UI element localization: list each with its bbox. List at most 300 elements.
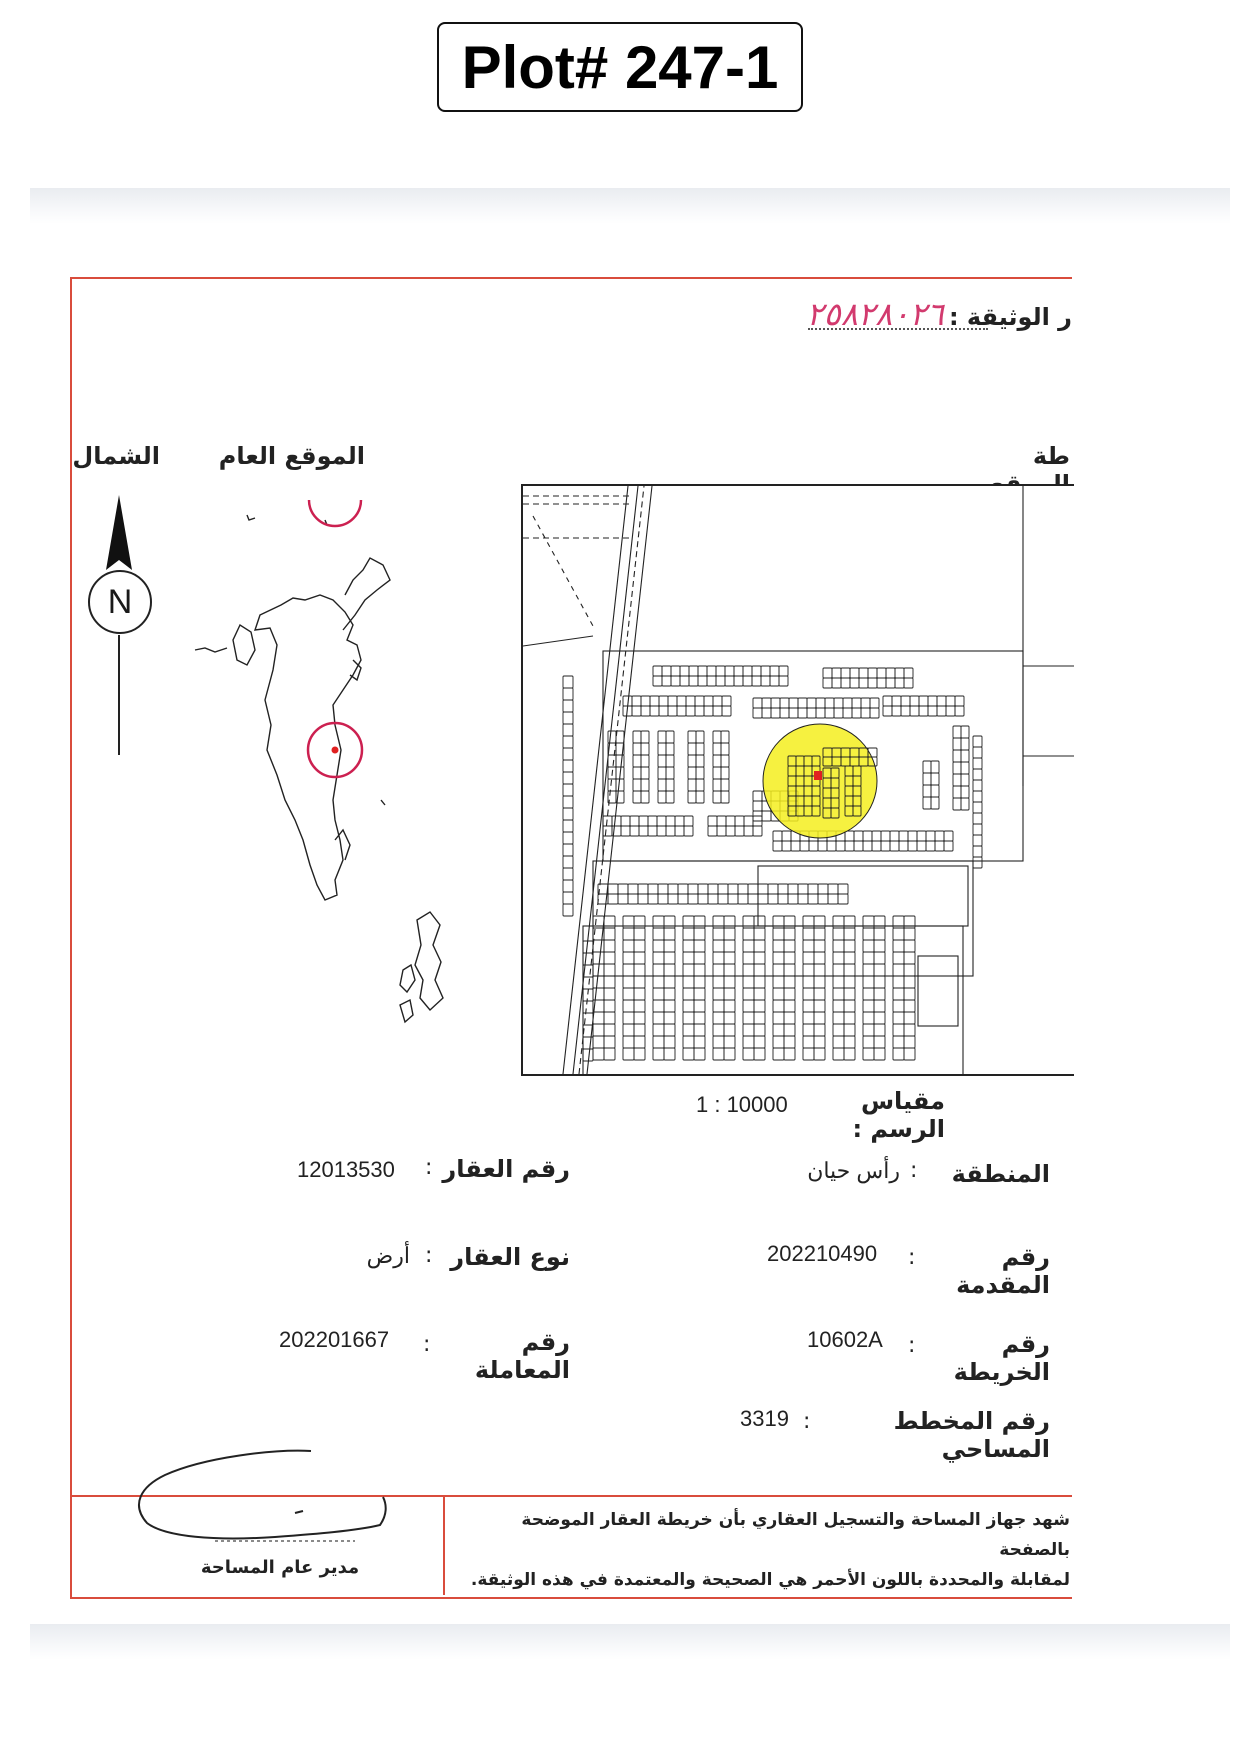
plot-lot (961, 786, 969, 798)
scale-value: 1 : 10000 (696, 1092, 788, 1117)
plot-lot (724, 1024, 735, 1036)
plot-lot (973, 780, 982, 791)
property-type-label: نوع العقار (450, 1243, 570, 1271)
plot-lot (761, 666, 770, 676)
plot-lot (845, 831, 854, 841)
plot-lot (593, 976, 604, 988)
plot-title: Plot# 247-1 (437, 22, 803, 112)
plot-lot (814, 988, 825, 1000)
plot-lot (743, 1036, 754, 1048)
plot-lot (784, 1012, 795, 1024)
plot-lot (814, 952, 825, 964)
plot-lot (852, 698, 861, 708)
plot-lot (773, 1036, 784, 1048)
plot-lot (779, 676, 788, 686)
plot-lot (653, 988, 664, 1000)
plot-lot (616, 779, 624, 791)
plot-lot (814, 1000, 825, 1012)
plot-lot (604, 1024, 615, 1036)
plot-lot (833, 988, 844, 1000)
plot-lot (814, 1024, 825, 1036)
plot-lot (807, 708, 816, 718)
plot-lot (713, 767, 721, 779)
plot-lot (893, 1024, 904, 1036)
plot-lot (563, 892, 573, 904)
plot-lot (683, 940, 694, 952)
plot-lot (724, 952, 735, 964)
plot-lot (708, 884, 718, 894)
plot-lot (743, 988, 754, 1000)
plot-lot (923, 785, 931, 797)
plot-lot (683, 964, 694, 976)
plot-lot (773, 964, 784, 976)
plot-lot (724, 928, 735, 940)
plot-lot (782, 841, 791, 851)
plot-lot (899, 841, 908, 851)
plot-lot (773, 1048, 784, 1060)
plot-lot (653, 676, 662, 686)
area-value: رأس حيان (807, 1158, 900, 1183)
plot-lot (870, 708, 879, 718)
plot-lot (892, 696, 901, 706)
plot-lot (664, 940, 675, 952)
map-no-value: 10602A (807, 1327, 883, 1352)
plot-lot (818, 894, 828, 904)
plot-lot (935, 831, 944, 841)
plot-lot (753, 791, 762, 801)
plot-lot (833, 976, 844, 988)
plot-lot (734, 666, 743, 676)
plot-lot (904, 1012, 915, 1024)
plot-lot (724, 988, 735, 1000)
plot-lot (721, 779, 729, 791)
plot-lot (946, 706, 955, 716)
plot-lot (833, 940, 844, 952)
plot-lot (754, 976, 765, 988)
plot-lot (634, 964, 645, 976)
plot-lot (844, 1024, 855, 1036)
application-no-label: رقم المقدمة (956, 1243, 1050, 1299)
plot-lot (744, 826, 753, 836)
certification-line-2: لمقابلة والمحددة باللون الأحمر هي الصحيحة والمعتمدة في هذه الوثيقة. (470, 1570, 1070, 1590)
plot-lot (770, 666, 779, 676)
plot-lot (630, 816, 639, 826)
plot-lot (668, 884, 678, 894)
plot-lot (798, 884, 808, 894)
plot-lot (563, 688, 573, 700)
plot-lot (883, 706, 892, 716)
plot-lot (639, 826, 648, 836)
plot-lot (716, 666, 725, 676)
plot-lot (771, 708, 780, 718)
plot-lot (688, 767, 696, 779)
plot-lot (784, 964, 795, 976)
plot-lot (850, 678, 859, 688)
plot-lot (852, 708, 861, 718)
plot-lot (563, 772, 573, 784)
plot-lot (623, 940, 634, 952)
plot-lot (784, 928, 795, 940)
plot-lot (743, 676, 752, 686)
plot-lot (638, 884, 648, 894)
plot-lot (803, 964, 814, 976)
plot-lot (688, 755, 696, 767)
plot-lot (773, 976, 784, 988)
plot-lot (904, 940, 915, 952)
plot-lot (784, 988, 795, 1000)
plot-lot (904, 1000, 915, 1012)
plot-lot (773, 841, 782, 851)
plot-lot (955, 696, 964, 706)
plot-lot (688, 779, 696, 791)
plot-lot (683, 1000, 694, 1012)
plot-lot (632, 696, 641, 706)
plot-lot (753, 801, 762, 811)
plot-lot (713, 779, 721, 791)
north-line (118, 635, 120, 755)
plot-lot (634, 1048, 645, 1060)
plot-lot (973, 835, 982, 846)
plot-lot (893, 1036, 904, 1048)
plot-lot (734, 676, 743, 686)
plot-lot (784, 940, 795, 952)
plot-lot (683, 1048, 694, 1060)
plot-lot (874, 1000, 885, 1012)
plot-lot (768, 884, 778, 894)
plot-lot (677, 706, 686, 716)
plot-lot (892, 706, 901, 716)
plot-lot (743, 928, 754, 940)
plot-lot (593, 1024, 604, 1036)
plot-lot (973, 791, 982, 802)
plot-lot (743, 964, 754, 976)
plot-lot (946, 696, 955, 706)
plot-lot (754, 928, 765, 940)
plot-lot (633, 791, 641, 803)
plot-lot (874, 1012, 885, 1024)
plot-lot (844, 952, 855, 964)
plot-lot (944, 841, 953, 851)
plot-lot (604, 1012, 615, 1024)
plot-lot (724, 1012, 735, 1024)
plot-lot (919, 706, 928, 716)
plot-lot (803, 1024, 814, 1036)
plot-lot (803, 1012, 814, 1024)
plot-lot (768, 894, 778, 904)
plot-lot (953, 726, 961, 738)
plot-lot (677, 696, 686, 706)
plot-lot (823, 668, 832, 678)
plot-lot (683, 1036, 694, 1048)
plot-lot (803, 1000, 814, 1012)
plot-lot (623, 928, 634, 940)
plot-lot (713, 791, 721, 803)
plot-lot (895, 668, 904, 678)
transaction-no-label: رقم المعاملة (474, 1328, 570, 1384)
plot-lot (838, 894, 848, 904)
property-no-value: 12013530 (297, 1157, 395, 1182)
plot-lot (675, 826, 684, 836)
plot-lot (843, 698, 852, 708)
plot-lot (854, 841, 863, 851)
plot-lot (890, 831, 899, 841)
plot-lot (688, 894, 698, 904)
plot-lot (798, 698, 807, 708)
plot-lot (623, 1036, 634, 1048)
plot-lot (694, 1000, 705, 1012)
plot-lot (658, 731, 666, 743)
plot-lot (872, 831, 881, 841)
plot-lot (604, 1048, 615, 1060)
plot-lot (863, 1048, 874, 1060)
plot-lot (650, 706, 659, 716)
plot-lot (648, 884, 658, 894)
plot-lot (825, 708, 834, 718)
plot-lot (816, 708, 825, 718)
plot-lot (904, 1048, 915, 1060)
plot-lot (694, 1048, 705, 1060)
plot-lot (641, 743, 649, 755)
plot-lot (634, 952, 645, 964)
plot-lot (721, 743, 729, 755)
application-no-colon: : (908, 1245, 916, 1270)
plot-lot (908, 841, 917, 851)
plot-lot (910, 706, 919, 716)
plot-lot (621, 826, 630, 836)
plot-lot (658, 884, 668, 894)
plot-lot (814, 940, 825, 952)
plot-lot (854, 831, 863, 841)
signature-mark (125, 1445, 405, 1554)
plot-lot (623, 1012, 634, 1024)
plot-lot (612, 816, 621, 826)
plot-lot (782, 831, 791, 841)
plot-lot (633, 743, 641, 755)
plot-lot (713, 1048, 724, 1060)
plot-lot (628, 884, 638, 894)
plot-lot (803, 976, 814, 988)
plot-lot (874, 1024, 885, 1036)
plot-lot (773, 940, 784, 952)
plot-lot (728, 884, 738, 894)
plot-lot (604, 964, 615, 976)
plot-lot (583, 1049, 593, 1061)
plot-lot (707, 676, 716, 686)
plot-lot (641, 696, 650, 706)
plot-lot (648, 894, 658, 904)
plot-lot (832, 668, 841, 678)
plot-lot (844, 1048, 855, 1060)
plot-lot (664, 928, 675, 940)
plot-lot (754, 964, 765, 976)
plot-lot (784, 1036, 795, 1048)
plot-lot (926, 841, 935, 851)
plot-lot (658, 755, 666, 767)
plot-lot (725, 676, 734, 686)
plot-lot (901, 696, 910, 706)
plot-lot (814, 928, 825, 940)
plot-lot (845, 841, 854, 851)
plot-lot (713, 731, 721, 743)
plot-lot (563, 820, 573, 832)
plot-lot (844, 1012, 855, 1024)
certification-line-1: شهد جهاز المساحة والتسجيل العقاري بأن خريطة العقار الموضحة بالصفحة (521, 1510, 1070, 1560)
plot-lot (694, 988, 705, 1000)
plot-lot (877, 678, 886, 688)
plot-lot (961, 750, 969, 762)
plot-lot (844, 988, 855, 1000)
plot-lot (634, 1000, 645, 1012)
plot-lot (632, 706, 641, 716)
plot-lot (658, 743, 666, 755)
plot-lot (608, 731, 616, 743)
plot-lot (683, 988, 694, 1000)
plot-lot (809, 841, 818, 851)
plot-lot (666, 791, 674, 803)
plot-lot (563, 700, 573, 712)
plot-lot (721, 767, 729, 779)
plot-lot (696, 755, 704, 767)
plot-lot (713, 952, 724, 964)
plot-lot (683, 976, 694, 988)
plot-lot (833, 1000, 844, 1012)
plot-lot (754, 1000, 765, 1012)
plot-lot (666, 731, 674, 743)
plot-lot (695, 706, 704, 716)
plot-lot (633, 767, 641, 779)
plot-lot (713, 964, 724, 976)
plot-lot (844, 976, 855, 988)
plot-lot (650, 696, 659, 706)
plot-lot (666, 743, 674, 755)
plot-lot (904, 1036, 915, 1048)
plot-lot (628, 894, 638, 904)
plot-lot (563, 760, 573, 772)
plot-lot (680, 666, 689, 676)
plot-lot (893, 964, 904, 976)
plot-lot (893, 940, 904, 952)
plot-lot (803, 952, 814, 964)
plot-lot (713, 988, 724, 1000)
plot-lot (798, 894, 808, 904)
plot-lot (604, 940, 615, 952)
plot-lot (698, 894, 708, 904)
signatory-title: مدير عام المساحة (200, 1557, 360, 1578)
plot-lot (893, 952, 904, 964)
plot-lot (695, 696, 704, 706)
plot-lot (666, 779, 674, 791)
plot-lot (721, 755, 729, 767)
plot-lot (923, 797, 931, 809)
plot-lot (743, 976, 754, 988)
plot-lot (653, 1036, 664, 1048)
plot-lot (773, 988, 784, 1000)
plot-lot (726, 826, 735, 836)
plot-lot (937, 696, 946, 706)
plot-lot (621, 816, 630, 826)
doc-number-dotted-line (808, 328, 988, 330)
plot-lot (935, 841, 944, 851)
plot-lot (662, 666, 671, 676)
plot-lot (724, 1036, 735, 1048)
plot-lot (604, 976, 615, 988)
plot-lot (758, 894, 768, 904)
plot-lot (657, 816, 666, 826)
plot-lot (800, 841, 809, 851)
plot-lot (833, 928, 844, 940)
plot-lot (593, 1012, 604, 1024)
plot-lot (773, 928, 784, 940)
plot-lot (675, 816, 684, 826)
plot-lot (881, 831, 890, 841)
plot-lot (780, 708, 789, 718)
plot-lot (666, 826, 675, 836)
plot-lot (961, 726, 969, 738)
transaction-no-colon: : (423, 1332, 431, 1357)
plot-lot (844, 1036, 855, 1048)
plot-lot (704, 706, 713, 716)
plot-lot (863, 841, 872, 851)
plot-lot (698, 884, 708, 894)
plot-lot (828, 894, 838, 904)
plot-lot (618, 894, 628, 904)
plot-lot (653, 940, 664, 952)
plot-lot (961, 798, 969, 810)
plot-lot (659, 706, 668, 716)
plot-lot (893, 1012, 904, 1024)
plot-lot (713, 1024, 724, 1036)
plot-lot (713, 928, 724, 940)
plot-lot (961, 762, 969, 774)
plot-lot (722, 696, 731, 706)
plot-lot (694, 940, 705, 952)
plot-lot (961, 738, 969, 750)
plot-lot (814, 1012, 825, 1024)
plot-lot (789, 698, 798, 708)
area-label: المنطقة (951, 1160, 1050, 1188)
plot-lot (748, 894, 758, 904)
property-no-colon: : (425, 1155, 433, 1180)
plot-lot (863, 964, 874, 976)
plot-lot (874, 988, 885, 1000)
plot-lot (814, 976, 825, 988)
plot-lot (758, 884, 768, 894)
plot-lot (762, 811, 771, 821)
plot-lot (659, 696, 668, 706)
plot-lot (874, 952, 885, 964)
plot-lot (648, 816, 657, 826)
plot-lot (803, 988, 814, 1000)
plot-lot (668, 894, 678, 904)
plot-lot (738, 894, 748, 904)
plot-lot (593, 940, 604, 952)
plot-lot (834, 698, 843, 708)
plot-lot (664, 1036, 675, 1048)
application-no-value: 202210490 (767, 1241, 878, 1266)
plot-lot (696, 731, 704, 743)
plot-lot (863, 928, 874, 940)
plot-lot (859, 678, 868, 688)
plot-lot (841, 668, 850, 678)
site-plan-label: طة (1032, 442, 1070, 470)
plot-lot (728, 894, 738, 904)
plot-lot (630, 826, 639, 836)
plot-lot (904, 678, 913, 688)
plot-lot (895, 678, 904, 688)
plot-lot (762, 698, 771, 708)
plot-lot (833, 952, 844, 964)
plot-lot (683, 1012, 694, 1024)
